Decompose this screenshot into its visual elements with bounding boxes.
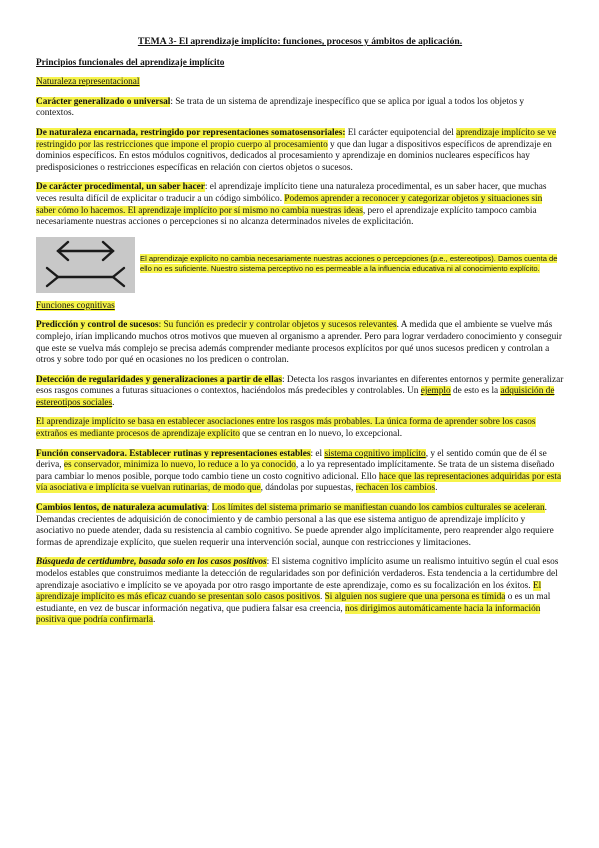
muller-lyer-illusion-figure: [36, 237, 135, 293]
term-label: De carácter procedimental, un saber hacer: [36, 182, 205, 193]
body-text: : Se trata de un sistema de aprendizaje inespecífico que se aplica por igual a todos los objetos y contextos.: [36, 96, 525, 119]
highlight-underline: adquisición de estereotipos sociales: [36, 386, 555, 408]
highlight-text: aprendizaje implícito se ve restringido por las restricciones que impone el propio cuerpo al procesamiento: [36, 127, 557, 150]
highlight-text: : Su función es predecir y controlar objetos y sucesos relevantes: [158, 320, 397, 331]
arrows-illustration: [36, 237, 135, 293]
body-text: : el: [310, 448, 325, 459]
term-label: Predicción y control de sucesos: [36, 320, 159, 331]
term-label: Búsqueda de certidumbre, basada solo en los casos positivos: [36, 557, 267, 568]
paragraph-naturaleza-encarnada: [36, 128, 564, 174]
figure-row: [36, 237, 564, 293]
paragraph-prediccion: [36, 320, 564, 366]
body-text: :: [206, 503, 212, 514]
paragraph-caracter-generalizado: [36, 97, 564, 120]
highlight-underline: ejemplo: [420, 386, 451, 397]
body-text: .: [152, 615, 156, 626]
highlight-text: El aprendizaje implícito es más eficaz cuando se presentan solo casos positivos: [36, 580, 542, 603]
body-text: , y el sentido común que de él se deriva,: [36, 448, 547, 471]
paragraph-funcion-conservadora: [36, 449, 564, 495]
highlight-text: nos dirigimos automáticamente hacia la información positiva que podría confirmarla: [36, 603, 541, 626]
paragraph-regularidades: [36, 375, 564, 410]
highlight-text: rechacen los cambios: [355, 483, 436, 494]
term-label: Función conservadora. Establecer rutinas y representaciones estables: [36, 448, 311, 459]
body-text: .: [435, 483, 438, 494]
term-label: Detección de regularidades y generalizaciones a partir de ellas: [36, 374, 282, 385]
body-text: : el aprendizaje implícito tiene una naturaleza procedimental, es un saber hacer, que muchas veces resulta difícil de explicitar o traducir a un código simbólico.: [36, 182, 547, 204]
highlight-underline: sistema cognitivo implícito: [324, 448, 426, 459]
paragraph-asociaciones: [36, 417, 564, 440]
document-title: TEMA 3- El aprendizaje implícito: funciones, procesos y ámbitos de aplicación.: [137, 36, 463, 47]
highlight-text: hace que las representaciones adquiridas por esta vía asociativa e implícita se vuelvan rutinarias, de modo que: [36, 471, 562, 494]
document-page: [36, 36, 564, 635]
highlight-text: El aprendizaje implícito se basa en establecer asociaciones entre los rasgos más probables. La única forma de aprender sobre los casos extraños es mediante procesos de aprendizaje explícito: [36, 417, 536, 440]
body-text: de esto es la: [450, 386, 501, 397]
paragraph-cambios-lentos: [36, 503, 564, 549]
highlight-text: es conservador, minimiza lo nuevo, lo reduce a lo ya conocido: [63, 460, 296, 471]
body-text: : Detecta los rasgos invariantes en diferentes entornos y permite generalizar esos rasgos comunes a futuras situaciones o contextos, haciéndolos más predecibles y controlables. Un: [36, 374, 564, 397]
body-text: o es un mal estudiante, en vez de buscar información negativa, que pudiera falsar esa creencia,: [36, 592, 551, 614]
body-text: , dándolas por supuestas,: [260, 483, 356, 494]
subsection-funciones: [36, 301, 564, 313]
highlight-text: Si alguien nos sugiere que una persona es tímida: [324, 592, 506, 603]
body-text: : El sistema cognitivo implícito asume un realismo intuitivo según el cual esos modelos estables que construimos mediante la detección de regularidades son por definición verdaderos. Esta tendencia a la certidumbre del aprendizaje asociativo e implícito se ve apoyada por otro rasgo importante de este aprendizaje, como es su focalización en los éxitos.: [36, 557, 559, 591]
body-text: . Demandas crecientes de adquisición de conocimiento y de cambio personal a las que ese sistema antiguo de aprendizaje implícito y asociativo no puede atender, dada su resistencia al cambio cognitivo. Se puede aprender algo implícitamente, pero reaprender algo requiere formas de aprendizaje explícito, que suelen requerir una intervención social, aunque con restricciones y limitaciones.: [36, 503, 554, 548]
body-text: .: [319, 592, 325, 603]
term-label: Cambios lentos, de naturaleza acumulativa: [36, 503, 207, 514]
subsection-label: Naturaleza representacional: [36, 77, 140, 88]
highlight-text: Podemos aprender a reconocer y categorizar objetos y situaciones sin saber cómo lo hacemos. El aprendizaje implícito por sí mismo no cambia nuestras ideas: [36, 193, 543, 216]
body-text: , a lo ya representado implícitamente. Se trata de un sistema diseñado para cambiar lo menos posible, porque todo cambio tiene un costo cognitivo adicional. Ello: [36, 460, 555, 482]
term-label: Carácter generalizado o universal: [36, 96, 171, 107]
body-text: , pero el aprendizaje explícito tampoco cambia necesariamente nuestras acciones o percepciones si no alcanza determinados niveles de explicitación.: [36, 205, 537, 228]
figure-caption: [140, 237, 564, 274]
body-text: .: [112, 397, 115, 408]
subsection-naturaleza: [36, 77, 564, 89]
section-heading: Principios funcionales del aprendizaje implícito: [36, 57, 225, 68]
paragraph-procedimental: [36, 182, 564, 228]
highlight-text: Los límites del sistema primario se manifiestan cuando los cambios culturales se aceleran: [211, 503, 545, 514]
body-text: El carácter equipotencial del: [345, 127, 457, 138]
body-text: que se centran en lo nuevo, lo excepcional.: [239, 429, 403, 440]
term-label: De naturaleza encarnada, restringido por representaciones somatosensoriales:: [36, 127, 346, 138]
caption-text: El aprendizaje explícito no cambia necesariamente nuestras acciones o percepciones (p.e., estereotipos). Damos cuenta de ello no es suficiente. Nuestro sistema perceptivo no es permeable a la influencia educativa ni al conocimiento explícito.: [140, 253, 558, 273]
body-text: . A medida que el ambiente se vuelve más complejo, irían implicando muchos otros motivos que mueven al organismo a aprender. Pero para lograr verdadero conocimiento y conseguir que este se vuelva más complejo se precisa además comprender mediante procesos explícitos por qué unos sucesos predicen y controlan a otros y sobre todo por qué en ocasiones no los predicen o controlan.: [36, 320, 562, 366]
paragraph-certidumbre: [36, 557, 564, 627]
subsection-label: Funciones cognitivas: [36, 300, 115, 311]
body-text: y que dan lugar a dispositivos específicos de aprendizaje en dominios específicos. En estos módulos cognitivos, dedicados al procesamiento y aprendizaje en dominios nucleares específicos hay predisposiciones o restricciones específicas en relación con ciertos objetos o sucesos.: [36, 139, 552, 173]
